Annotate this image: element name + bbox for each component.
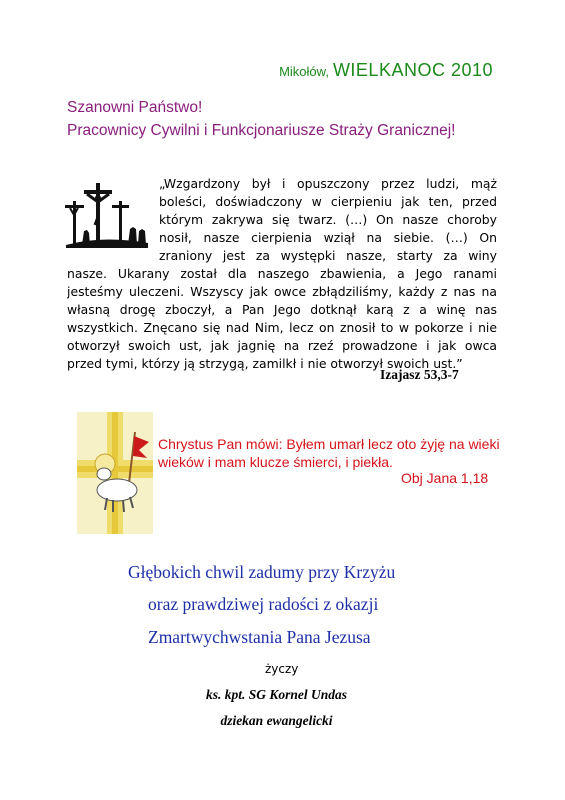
wishes-line-2: oraz prawdziwej radości z okazji [148, 594, 379, 614]
revelation-quote: Chrystus Pan mówi: Byłem umarł lecz oto żyję na wieki wieków i mam klucze śmierci, i piekła. [158, 436, 500, 470]
header-place: Mikołów, [279, 64, 329, 79]
quote-line: którym zakrywa się twarz. (…) On nasze choroby [159, 212, 497, 227]
quote-line: własną drogę zboczył, a Pan Jego dotknął karą z a winę nas [67, 302, 497, 317]
greeting-line-2: Pracownicy Cywilni i Funkcjonariusze Straży Granicznej! [67, 122, 456, 139]
header [279, 60, 493, 81]
agnus-dei-icon [77, 412, 153, 534]
quote-line: przed tymi, którzy ją strzygą, zamilkł i nie otworzył swoich ust.” [67, 356, 463, 371]
quote-line: jesteśmy uleczeni. Wszyscy jak owce zbłądziliśmy, każdy z nas na [67, 284, 497, 299]
quote-line: zraniony jest za występki nasze, starty za winy [159, 248, 497, 263]
quote-source: Izajasz 53,3-7 [380, 367, 459, 382]
quote-line: otworzył swoich ust, jak jagnię na rzeź prowadzone i jak owca [67, 338, 497, 353]
revelation-source: Obj Jana 1,18 [401, 470, 489, 486]
isaiah-quote [67, 175, 497, 373]
quote-line: nasze. Ukarany został dla naszego zbawienia, a Jego ranami [67, 266, 497, 281]
quote-line: boleści, doświadczony w cierpieniu jak ten, przed [159, 194, 497, 209]
wishes-line-3: Zmartwychwstania Pana Jezusa [148, 627, 371, 647]
wishes-line-1: Głębokich chwil zadumy przy Krzyżu [128, 562, 396, 582]
wishes-verb: życzy [265, 662, 299, 676]
header-title: WIELKANOC 2010 [332, 60, 493, 80]
greeting-line-1: Szanowni Państwo! [67, 99, 203, 116]
quote-line: wszystkich. Znęcano się nad Nim, lecz on znosił to w pokorze i nie [67, 320, 497, 335]
greeting [67, 96, 456, 142]
sender-name: ks. kpt. SG Kornel Undas [205, 687, 348, 702]
sender-role: dziekan ewangelicki [220, 713, 333, 728]
quote-line: nosił, nasze cierpienia wziął na siebie. (…) On [159, 230, 497, 245]
quote-line: „Wzgardzony był i opuszczony przez ludzi, mąż [159, 176, 497, 191]
